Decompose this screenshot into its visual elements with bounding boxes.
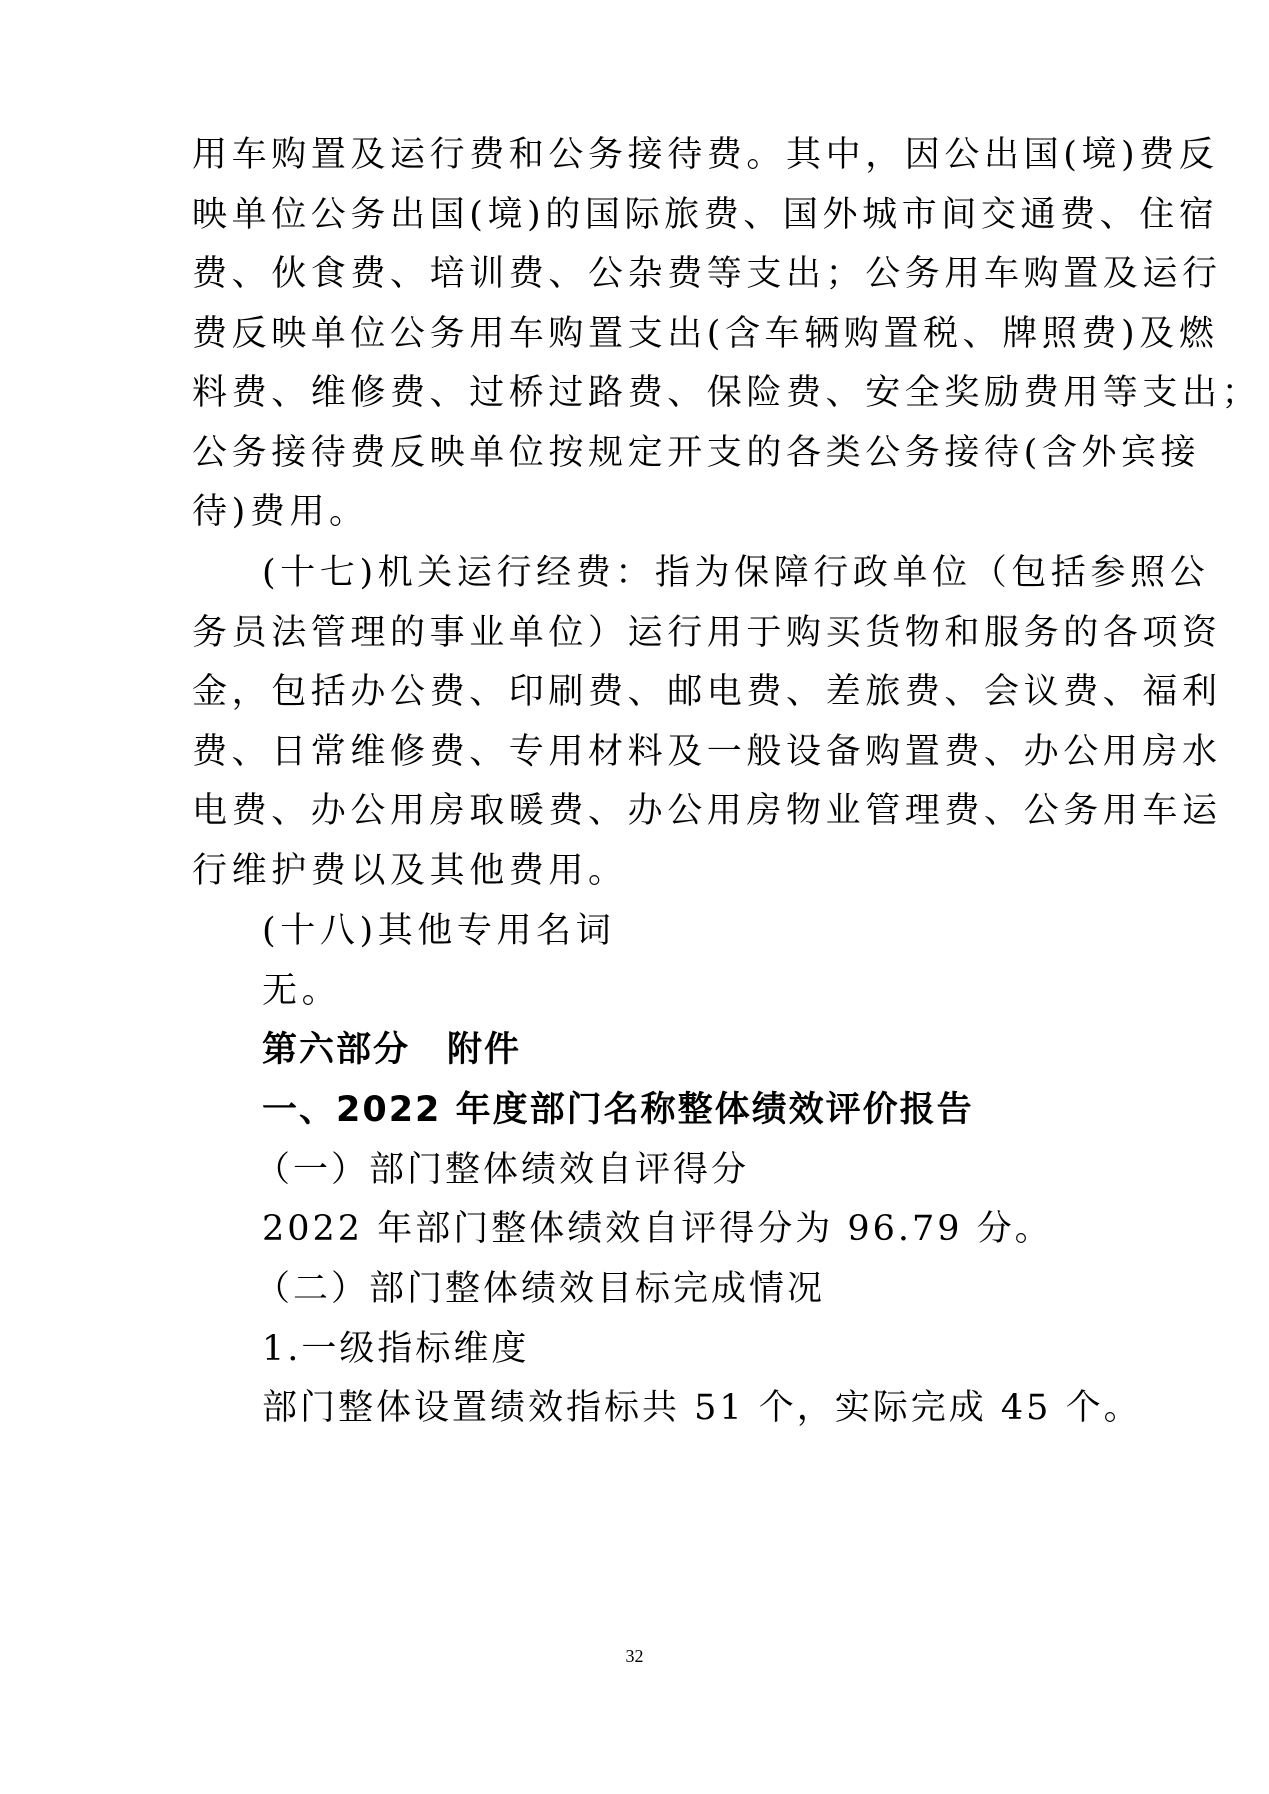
body-line: 待)费用。	[192, 492, 369, 532]
section-title: （一）部门整体绩效自评得分	[255, 1150, 750, 1190]
body-line: 务员法管理的事业单位）运行用于购买货物和服务的各项资	[192, 613, 1222, 653]
item-title: 1.一级指标维度	[262, 1329, 530, 1369]
body-line: 公务接待费反映单位按规定开支的各类公务接待(含外宾接	[192, 433, 1201, 473]
body-line: 行维护费以及其他费用。	[192, 851, 628, 891]
body-line: 金，包括办公费、印刷费、邮电费、差旅费、会议费、福利	[192, 672, 1222, 712]
body-line: 映单位公务出国(境)的国际旅费、国外城市间交通费、住宿	[192, 195, 1219, 235]
body-line: (十七)机关运行经费：指为保障行政单位（包括参照公	[262, 553, 1210, 593]
report-heading: 一、2022 年度部门名称整体绩效评价报告	[262, 1090, 974, 1130]
body-line: 无。	[262, 971, 342, 1011]
body-line: 费、伙食费、培训费、公杂费等支出；公务用车购置及运行	[192, 254, 1222, 294]
body-line: 费反映单位公务用车购置支出(含车辆购置税、牌照费)及燃	[192, 314, 1219, 354]
section-title: （二）部门整体绩效目标完成情况	[255, 1269, 826, 1309]
part-heading: 第六部分 附件	[262, 1030, 522, 1070]
body-line: 部门整体设置绩效指标共 51 个，实际完成 45 个。	[262, 1388, 1142, 1428]
subsection-title: (十八)其他专用名词	[262, 911, 616, 951]
body-line: 料费、维修费、过桥过路费、保险费、安全奖励费用等支出；	[192, 373, 1262, 413]
body-line: 2022 年部门整体绩效自评得分为 96.79 分。	[262, 1209, 1053, 1249]
page-number: 32	[625, 1646, 644, 1666]
body-line: 用车购置及运行费和公务接待费。其中，因公出国(境)费反	[192, 135, 1219, 175]
body-line: 电费、办公用房取暖费、办公用房物业管理费、公务用车运	[192, 791, 1222, 831]
body-line: 费、日常维修费、专用材料及一般设备购置费、办公用房水	[192, 732, 1222, 772]
